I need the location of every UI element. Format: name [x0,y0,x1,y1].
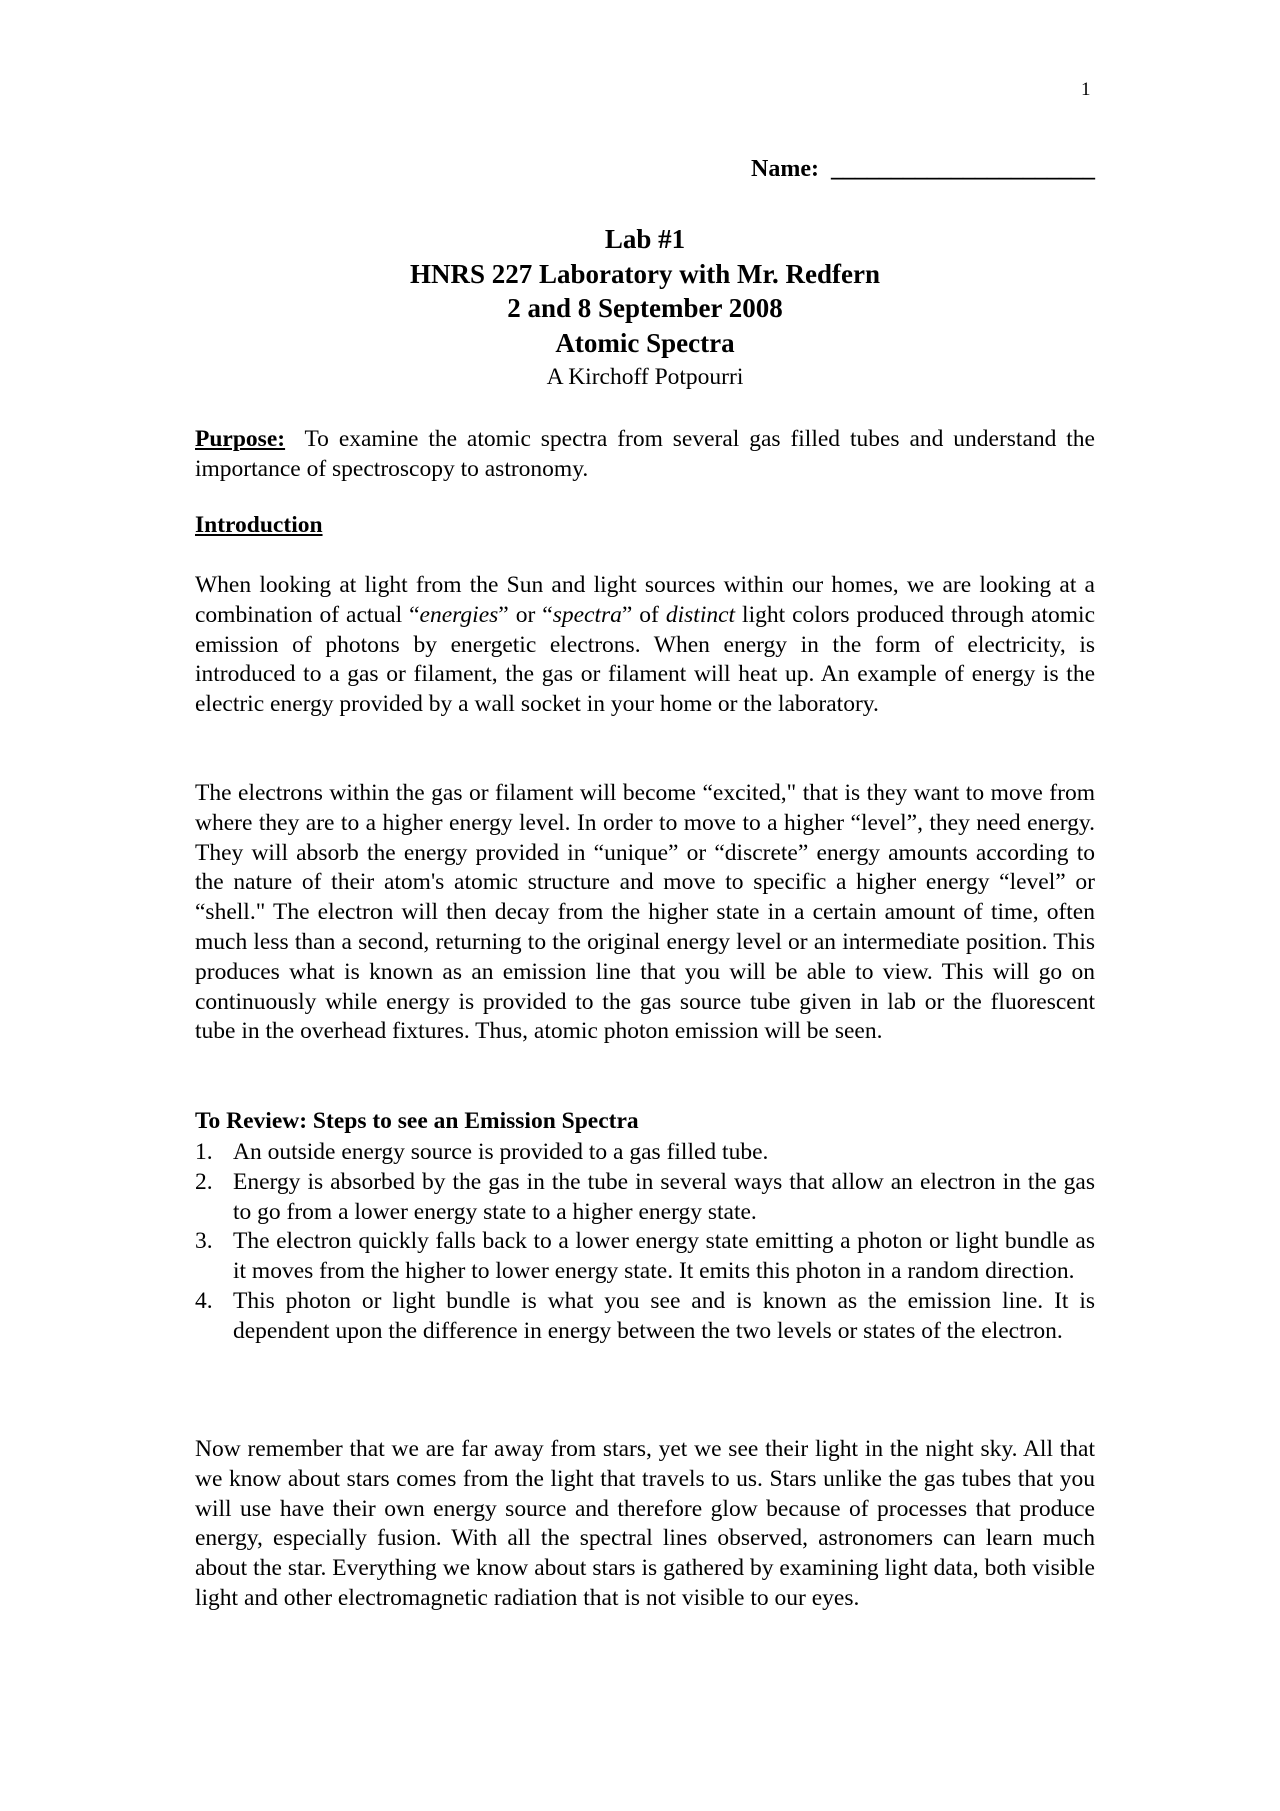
step-text: This photon or light bundle is what you see and is known as the emission line. It is dependent upon the difference in energy between the two levels or states of the electron. [233,1287,1095,1344]
review-steps-list [195,1138,1095,1347]
step-number: 2. [195,1168,213,1195]
lab-number: Lab #1 [604,224,686,254]
purpose-label: Purpose: [195,426,286,452]
name-field [751,156,1095,183]
energies-term: energies [419,601,499,628]
list-item [195,1227,1095,1287]
lab-dates: 2 and 8 September 2008 [507,293,783,323]
lab-topic: Atomic Spectra [555,327,735,358]
list-item [195,1168,1095,1228]
step-number: 1. [195,1139,213,1165]
list-item [195,1287,1095,1347]
name-blank: ______________________ [831,156,1095,182]
intro-p1-text-a: When looking at light from the Sun and light sources within our homes, we are looking at a combination of actual “ [195,572,1095,628]
step-text: The electron quickly falls back to a lower energy state emitting a photon or light bundle as it moves from the higher to lower energy state. It emits this photon in a random direction. [233,1228,1095,1285]
step-text: Energy is absorbed by the gas in the tube in several ways that allow an electron in the gas to go from a lower energy state to a higher energy state. [233,1168,1095,1225]
name-label: Name: [751,156,819,182]
title-block [195,222,1095,395]
course-title: HNRS 227 Laboratory with Mr. Redfern [410,258,880,289]
list-item [195,1138,1095,1168]
purpose-text: To examine the atomic spectra from several gas filled tubes and understand the importance of spectroscopy to astronomy. [195,426,1095,482]
purpose-paragraph [195,425,1095,485]
intro-paragraph-1 [195,571,1095,720]
page-number: 1 [1081,79,1091,100]
intro-p1-text-b: ” or “ [498,601,553,628]
introduction-heading: Introduction [195,512,323,538]
step-number: 4. [195,1287,213,1314]
intro-paragraph-2: The electrons within the gas or filament will become “excited," that is they want to move from where they are to a higher energy level. In order to move to a higher “level”, they need energy. They will absorb the energy provided in “unique” or “discrete” energy amounts according to the nature of their atom's atomic structure and move to specific a higher energy “level” or “shell." The electron will then decay from the higher state in a certain amount of time, often much less than a second, returning to the original energy level or an intermediate position. This produces what is known as an emission line that you will be able to view. This will go on continuously while energy is provided to the gas source tube given in lab or the fluorescent tube in the overhead fixtures. Thus, atomic photon emission will be seen. [195,780,1095,1045]
step-text: An outside energy source is provided to a gas filled tube. [233,1139,769,1165]
closing-paragraph: Now remember that we are far away from stars, yet we see their light in the night sky. All that we know about stars comes from the light that travels to us. Stars unlike the gas tubes that you will use have their own energy source and therefore glow because of processes that produce energy, especially fusion. With all the spectral lines observed, astronomers can learn much about the star. Everything we know about stars is gathered by examining light data, both visible light and other electromagnetic radiation that is not visible to our eyes. [195,1436,1095,1611]
review-heading: To Review: Steps to see an Emission Spectra [195,1108,639,1134]
intro-p1-text-d: light colors produced through atomic emission of photons by energetic electrons. When energy in the form of electricity, is introduced to a gas or filament, the gas or filament will heat up. An example of energy is the electric energy provided by a wall socket in your home or the laboratory. [195,601,1096,718]
lab-subtitle: A Kirchoff Potpourri [546,364,744,390]
intro-p1-text-c: ” of [621,601,666,628]
step-number: 3. [195,1228,213,1255]
spectra-term: spectra [552,601,622,628]
distinct-term: distinct [665,601,736,628]
